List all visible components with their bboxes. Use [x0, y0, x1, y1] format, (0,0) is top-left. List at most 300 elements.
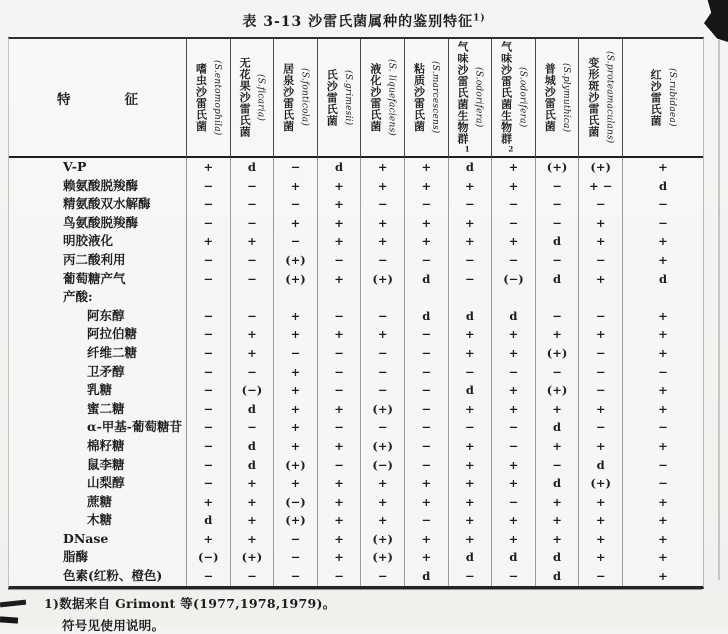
table-value-cell: −: [273, 567, 317, 586]
table-value-cell: −: [622, 418, 703, 437]
table-value-cell: +: [230, 493, 274, 512]
species-name-cn-text: 居泉沙雷氏菌: [281, 63, 295, 132]
table-value-cell: +: [622, 251, 703, 270]
table-value-cell: +: [404, 177, 448, 196]
table-value-cell: +: [491, 511, 535, 530]
table-value-cell: +: [186, 493, 230, 512]
species-name-cn: [369, 63, 387, 132]
table-value-cell: +: [230, 511, 274, 530]
table-value-cell: (+): [360, 548, 404, 567]
table-value-cell: +: [448, 511, 492, 530]
table-value-cell: (−): [186, 548, 230, 567]
table-value-cell: −: [404, 418, 448, 437]
species-column-header: [317, 39, 361, 158]
table-value-cell: d: [535, 567, 579, 586]
table-value-cell: −: [230, 270, 274, 289]
table-value-cell: + −: [578, 177, 622, 196]
table-value-cell: [317, 288, 361, 307]
table-value-cell: +: [622, 307, 703, 326]
table-value-cell: −: [273, 548, 317, 567]
table-value-cell: −: [491, 195, 535, 214]
table-value-cell: +: [622, 381, 703, 400]
table-value-cell: +: [317, 511, 361, 530]
table-value-cell: +: [491, 474, 535, 493]
table-value-cell: +: [273, 214, 317, 233]
table-value-cell: +: [360, 493, 404, 512]
table-value-cell: −: [230, 363, 274, 382]
table-value-cell: +: [317, 232, 361, 251]
table-value-cell: (+): [230, 548, 274, 567]
table-value-cell: −: [404, 195, 448, 214]
table-value-cell: +: [404, 530, 448, 549]
table-value-cell: +: [448, 177, 492, 196]
row-label: α-甲基-葡萄糖苷: [87, 419, 182, 435]
table-value-cell: −: [491, 251, 535, 270]
table-value-cell: (−): [273, 493, 317, 512]
table-value-cell: −: [230, 195, 274, 214]
table-value-cell: +: [578, 214, 622, 233]
table-value-cell: +: [360, 511, 404, 530]
row-label: 阿拉伯糖: [87, 326, 138, 342]
table-value-cell: −: [491, 214, 535, 233]
table-value-cell: +: [273, 400, 317, 419]
table-value-cell: d: [448, 307, 492, 326]
table-value-cell: +: [360, 214, 404, 233]
row-label: 产酸:: [63, 289, 93, 305]
table-value-cell: +: [622, 530, 703, 549]
table-value-cell: −: [404, 456, 448, 475]
table-value-cell: −: [448, 363, 492, 382]
species-name-cn: [500, 41, 518, 154]
table-value-cell: +: [404, 232, 448, 251]
table-value-cell: −: [186, 400, 230, 419]
table-value-cell: +: [448, 344, 492, 363]
table-title-footnote-marker: 1): [473, 13, 486, 24]
table-value-cell: −: [186, 437, 230, 456]
table-value-cell: −: [491, 493, 535, 512]
species-name-latin: (S.rubidaea): [666, 68, 677, 127]
table-value-cell: d: [317, 158, 361, 177]
species-name-latin: (S.marcescens): [430, 61, 441, 134]
table-value-cell: d: [448, 548, 492, 567]
species-column-header: [186, 39, 230, 158]
table-value-cell: (+): [360, 437, 404, 456]
table-value-cell: −: [186, 307, 230, 326]
table-value-cell: +: [404, 493, 448, 512]
species-name-cn-text: 粘质沙雷氏菌: [412, 63, 426, 132]
table-value-cell: −: [317, 307, 361, 326]
species-name-latin: (S.odorifera): [517, 67, 528, 128]
table-value-cell: (+): [535, 344, 579, 363]
table-value-cell: −: [230, 567, 274, 586]
table-value-cell: −: [230, 418, 274, 437]
species-name-cn: [543, 63, 561, 132]
table-value-cell: +: [448, 530, 492, 549]
species-name-cn-text: 气味沙雷氏菌生物群: [499, 41, 513, 145]
table-value-cell: −: [404, 381, 448, 400]
table-value-cell: +: [622, 567, 703, 586]
table-value-cell: −: [578, 344, 622, 363]
table-value-cell: +: [186, 530, 230, 549]
table-value-cell: +: [491, 158, 535, 177]
table-value-cell: +: [317, 195, 361, 214]
table-value-cell: −: [317, 344, 361, 363]
table-value-cell: +: [491, 381, 535, 400]
table-value-cell: −: [273, 530, 317, 549]
table-value-cell: −: [360, 381, 404, 400]
table-value-cell: +: [448, 400, 492, 419]
species-name-cn: [194, 63, 212, 132]
table-value-cell: −: [404, 437, 448, 456]
species-name-latin: (S.grimesii): [342, 69, 353, 126]
table-value-cell: −: [186, 474, 230, 493]
table-value-cell: +: [491, 456, 535, 475]
table-value-cell: +: [578, 400, 622, 419]
table-value-cell: +: [317, 214, 361, 233]
table-value-cell: −: [317, 456, 361, 475]
table-value-cell: d: [491, 548, 535, 567]
table-value-cell: +: [273, 381, 317, 400]
table-value-cell: +: [317, 270, 361, 289]
table-value-cell: −: [360, 418, 404, 437]
table-value-cell: −: [622, 195, 703, 214]
table-value-cell: −: [404, 325, 448, 344]
table-value-cell: (−): [230, 381, 274, 400]
table-value-cell: [622, 288, 703, 307]
row-label: 葡萄糖产气: [63, 270, 126, 286]
table-value-cell: −: [186, 177, 230, 196]
table-value-cell: d: [230, 437, 274, 456]
table-value-cell: −: [230, 214, 274, 233]
table-value-cell: +: [317, 177, 361, 196]
row-label: 脂酶: [63, 549, 89, 565]
species-column-header: [491, 39, 535, 158]
table-value-cell: d: [404, 307, 448, 326]
table-value-cell: −: [448, 195, 492, 214]
row-label: 蜜二糖: [87, 400, 125, 416]
table-value-cell: (+): [360, 400, 404, 419]
row-label: 鸟氨酸脱羧酶: [63, 214, 139, 230]
row-label: 棉籽糖: [87, 437, 125, 453]
species-column-header: [622, 39, 703, 158]
table-value-cell: +: [404, 214, 448, 233]
table-value-cell: −: [360, 195, 404, 214]
table-value-cell: +: [317, 437, 361, 456]
table-value-cell: −: [404, 511, 448, 530]
table-value-cell: −: [535, 307, 579, 326]
table-value-cell: −: [404, 400, 448, 419]
table-value-cell: +: [622, 325, 703, 344]
species-name-cn-text: 变形斑沙雷氏菌: [586, 57, 600, 138]
table-value-cell: −: [186, 344, 230, 363]
table-value-cell: −: [578, 195, 622, 214]
table-value-cell: −: [404, 344, 448, 363]
table-value-cell: −: [186, 381, 230, 400]
row-label: 阿东醇: [87, 307, 125, 323]
table-value-cell: (−): [491, 270, 535, 289]
table-value-cell: (+): [273, 270, 317, 289]
row-label: DNase: [63, 530, 109, 546]
table-value-cell: d: [491, 307, 535, 326]
table-value-cell: d: [448, 158, 492, 177]
table-value-cell: +: [273, 177, 317, 196]
table-value-cell: +: [273, 437, 317, 456]
table-value-cell: +: [491, 344, 535, 363]
table-value-cell: d: [230, 158, 274, 177]
species-name-cn-text: 氏沙雷氏菌: [325, 68, 339, 127]
table-value-cell: d: [230, 400, 274, 419]
table-value-cell: d: [404, 567, 448, 586]
table-value-cell: −: [578, 418, 622, 437]
table-value-cell: −: [273, 344, 317, 363]
table-value-cell: −: [491, 363, 535, 382]
table-value-cell: −: [186, 567, 230, 586]
table-value-cell: +: [448, 214, 492, 233]
table-value-cell: [491, 288, 535, 307]
row-label: 鼠李糖: [87, 456, 125, 472]
row-label: V-P: [63, 159, 87, 174]
table-value-cell: +: [317, 325, 361, 344]
table-value-cell: −: [578, 567, 622, 586]
characteristics-table: [8, 37, 704, 589]
table-value-cell: +: [317, 474, 361, 493]
table-value-cell: −: [360, 344, 404, 363]
table-value-cell: +: [491, 177, 535, 196]
species-name-cn: [282, 63, 300, 132]
table-value-cell: +: [448, 437, 492, 456]
table-value-cell: (+): [535, 158, 579, 177]
table-value-cell: (+): [273, 251, 317, 270]
species-name-cn: [325, 69, 343, 127]
table-value-cell: (+): [535, 381, 579, 400]
table-value-cell: +: [186, 232, 230, 251]
species-column-header: [404, 39, 448, 158]
footnote-source: 1)数据来自 Grimont 等(1977,1978,1979)。: [44, 596, 336, 611]
table-value-cell: +: [360, 158, 404, 177]
species-name-latin: (S.entomophila): [212, 59, 223, 136]
species-name-cn-text: 嗜虫沙雷氏菌: [194, 63, 208, 132]
table-value-cell: d: [622, 270, 703, 289]
table-value-cell: −: [186, 214, 230, 233]
table-value-cell: d: [535, 474, 579, 493]
table-value-cell: −: [578, 251, 622, 270]
scan-artifact-bottom-left-mark: [0, 600, 26, 608]
table-value-cell: d: [230, 456, 274, 475]
row-label: 精氨酸双水解酶: [63, 196, 151, 212]
scan-artifact-right-margin-line: [718, 40, 720, 580]
table-value-cell: +: [578, 548, 622, 567]
row-label: 卫矛醇: [87, 363, 125, 379]
table-value-cell: −: [404, 363, 448, 382]
species-name-cn-text: 普城沙雷氏菌: [543, 63, 557, 132]
table-value-cell: +: [622, 158, 703, 177]
table-value-cell: (+): [360, 530, 404, 549]
table-value-cell: +: [622, 400, 703, 419]
table-value-cell: [230, 288, 274, 307]
table-value-cell: −: [186, 418, 230, 437]
table-value-cell: −: [404, 251, 448, 270]
species-name-cn: [456, 41, 474, 154]
footnote-symbols: 符号见使用说明。: [62, 618, 165, 633]
table-value-cell: (+): [273, 511, 317, 530]
table-value-cell: +: [448, 232, 492, 251]
table-value-cell: +: [535, 493, 579, 512]
table-value-cell: −: [360, 307, 404, 326]
table-value-cell: −: [317, 251, 361, 270]
table-value-cell: d: [535, 270, 579, 289]
table-value-cell: d: [622, 177, 703, 196]
table-value-cell: +: [317, 530, 361, 549]
table-value-cell: −: [360, 251, 404, 270]
table-value-cell: +: [535, 511, 579, 530]
table-value-cell: +: [404, 548, 448, 567]
table-value-cell: +: [448, 474, 492, 493]
feature-column-header: [9, 39, 186, 158]
table-value-cell: +: [404, 474, 448, 493]
table-value-cell: (+): [578, 158, 622, 177]
table-value-cell: −: [230, 177, 274, 196]
table-value-cell: −: [535, 195, 579, 214]
species-biogroup-superscript: 2: [506, 144, 516, 154]
table-value-cell: d: [186, 511, 230, 530]
table-title-text: 表 3-13 沙雷氏菌属种的鉴别特征: [242, 14, 474, 30]
table-value-cell: −: [273, 232, 317, 251]
species-column-header: [535, 39, 579, 158]
row-label: 山梨醇: [87, 475, 125, 491]
table-value-cell: +: [273, 307, 317, 326]
table-value-cell: +: [273, 325, 317, 344]
table-value-cell: −: [448, 567, 492, 586]
table-value-cell: −: [491, 437, 535, 456]
table-value-cell: +: [622, 232, 703, 251]
table-value-cell: +: [230, 232, 274, 251]
table-value-cell: +: [186, 158, 230, 177]
table-value-cell: +: [578, 493, 622, 512]
table-value-cell: −: [230, 307, 274, 326]
species-column-header: [230, 39, 274, 158]
table-value-cell: +: [448, 493, 492, 512]
table-value-cell: +: [273, 363, 317, 382]
species-name-cn-text: 液化沙雷氏菌: [368, 63, 382, 132]
table-value-cell: +: [491, 232, 535, 251]
table-value-cell: +: [622, 344, 703, 363]
table-value-cell: +: [535, 437, 579, 456]
table-value-cell: (+): [273, 456, 317, 475]
table-value-cell: −: [535, 214, 579, 233]
table-value-cell: +: [491, 400, 535, 419]
table-value-cell: −: [186, 325, 230, 344]
table-value-cell: −: [622, 456, 703, 475]
table-value-cell: +: [578, 232, 622, 251]
table-value-cell: [186, 288, 230, 307]
table-value-cell: −: [317, 567, 361, 586]
table-value-cell: [273, 288, 317, 307]
table-value-cell: −: [448, 270, 492, 289]
table-value-cell: +: [317, 493, 361, 512]
table-value-cell: −: [186, 270, 230, 289]
table-value-cell: −: [186, 363, 230, 382]
species-name-cn-text: 气味沙雷氏菌生物群: [456, 41, 470, 145]
table-value-cell: +: [535, 325, 579, 344]
table-value-cell: −: [186, 195, 230, 214]
table-value-cell: −: [622, 363, 703, 382]
scan-artifact-bottom-left-mark: [0, 616, 18, 623]
table-value-cell: +: [360, 325, 404, 344]
table-value-cell: +: [404, 158, 448, 177]
table-value-cell: [404, 288, 448, 307]
row-label: 丙二酸利用: [63, 251, 126, 267]
table-value-cell: −: [273, 158, 317, 177]
table-value-cell: d: [535, 232, 579, 251]
species-name-cn-text: 红沙雷氏菌: [649, 68, 663, 127]
table-value-cell: +: [317, 548, 361, 567]
table-value-cell: d: [404, 270, 448, 289]
table-value-cell: −: [448, 251, 492, 270]
table-value-cell: −: [491, 418, 535, 437]
table-value-cell: −: [360, 567, 404, 586]
table-value-cell: −: [360, 363, 404, 382]
table-value-cell: −: [186, 251, 230, 270]
table-value-cell: −: [317, 363, 361, 382]
table-value-cell: +: [535, 530, 579, 549]
table-value-cell: +: [448, 325, 492, 344]
table-value-cell: +: [622, 437, 703, 456]
table-value-cell: d: [448, 381, 492, 400]
species-name-cn: [412, 63, 430, 132]
table-value-cell: −: [578, 381, 622, 400]
table-value-cell: [535, 288, 579, 307]
row-label: 蔗糖: [87, 493, 113, 509]
table-value-cell: +: [622, 493, 703, 512]
table-value-cell: +: [622, 548, 703, 567]
table-value-cell: (+): [578, 474, 622, 493]
table-value-cell: +: [578, 437, 622, 456]
table-value-cell: (−): [360, 456, 404, 475]
table-value-cell: d: [535, 548, 579, 567]
table-value-cell: +: [230, 325, 274, 344]
table-value-cell: +: [578, 270, 622, 289]
row-label: 色素(红粉、橙色): [63, 568, 163, 584]
species-name-cn: [649, 69, 667, 127]
table-value-cell: −: [578, 307, 622, 326]
table-value-cell: +: [622, 511, 703, 530]
table-value-cell: d: [535, 418, 579, 437]
species-column-header: [448, 39, 492, 158]
species-name-cn: [587, 57, 605, 138]
species-column-header: [360, 39, 404, 158]
table-value-cell: [360, 288, 404, 307]
table-value-cell: −: [448, 418, 492, 437]
table-value-cell: −: [622, 474, 703, 493]
species-biogroup-superscript: 1: [462, 144, 472, 154]
species-name-latin: (S.plymuthica): [560, 62, 571, 133]
species-name-latin: (S. liquefaciens): [386, 59, 397, 136]
table-value-cell: +: [491, 530, 535, 549]
table-value-cell: −: [186, 456, 230, 475]
table-value-cell: −: [230, 251, 274, 270]
table-value-cell: +: [230, 474, 274, 493]
species-name-cn-text: 无花果沙雷氏菌: [238, 57, 252, 138]
table-value-cell: +: [273, 418, 317, 437]
table-value-cell: −: [578, 363, 622, 382]
scan-artifact-bottom-rule: [8, 589, 702, 590]
table-value-cell: −: [491, 567, 535, 586]
table-value-cell: −: [535, 456, 579, 475]
table-value-cell: −: [317, 381, 361, 400]
row-label: 乳糖: [87, 382, 113, 398]
table-value-cell: −: [535, 177, 579, 196]
table-value-cell: d: [578, 456, 622, 475]
